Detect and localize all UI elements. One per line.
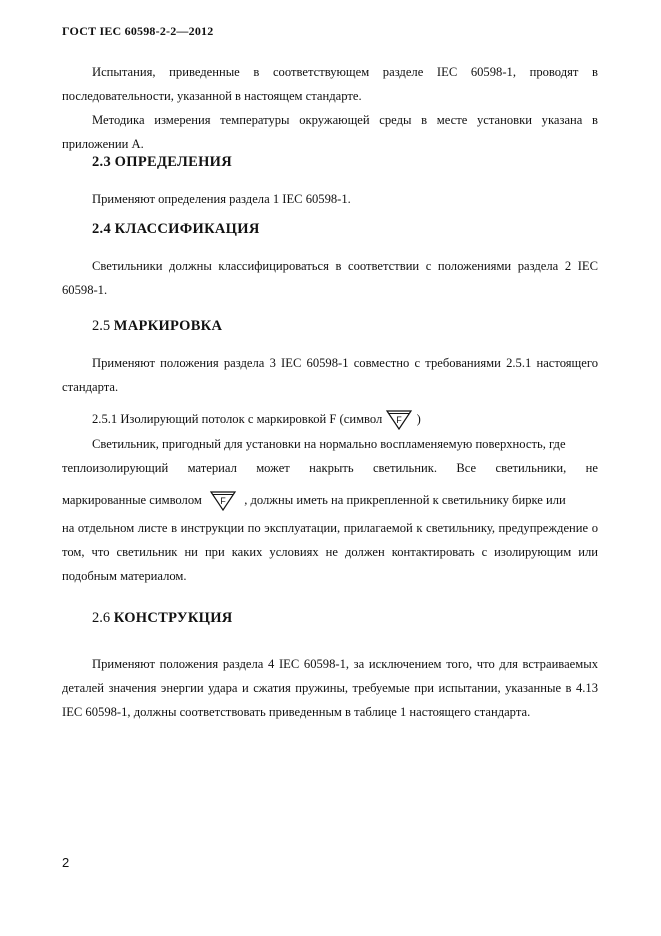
section-title: КОНСТРУКЦИЯ [113, 610, 233, 626]
body-line-1: Светильник, пригодный для установки на нормально воспламеняемую поверхность, где [92, 437, 566, 451]
section-2-6-text: Применяют положения раздела 4 IEC 60598-1, за исключением того, что для встраиваемых деталей значения энергии удара и сжатия пружины, требуемые при испытании, указанные в 4.13 IEC 60598-1, должны соответствовать приведенным в таблице 1 настоящего стандарта. [62, 657, 598, 719]
section-2-3-heading [92, 154, 232, 171]
body-line-3-start: маркированные символом [62, 493, 202, 507]
section-number: 2.3 [92, 154, 112, 170]
section-2-5-heading [92, 318, 222, 335]
section-number: 2.5 [92, 318, 111, 334]
body-rest: на отдельном листе в инструкции по эксплуатации, прилагаемой к светильнику, предупреждение о том, что светильник ни при каких условиях не должен контактировать с изолирующим или подобным материалом. [62, 521, 598, 583]
svg-text:F: F [220, 496, 226, 507]
intro-paragraph-2: Методика измерения температуры окружающей среды в месте установки указана в приложении А. [62, 113, 598, 151]
section-2-6-heading [92, 610, 233, 627]
section-number: 2.4 [92, 221, 112, 237]
f-symbol-icon [385, 409, 413, 431]
document-header: ГОСТ IEC 60598-2-2—2012 [62, 24, 214, 38]
section-2-4-text: Светильники должны классифицироваться в соответствии с положениями раздела 2 IEC 60598-1. [62, 259, 598, 297]
f-symbol-icon [209, 490, 237, 512]
subsection-title-end: ) [416, 412, 421, 426]
section-title: ОПРЕДЕЛЕНИЯ [114, 154, 233, 170]
body-line-3 [62, 488, 566, 512]
section-title: МАРКИРОВКА [113, 318, 223, 334]
intro-paragraph-1: Испытания, приведенные в соответствующем разделе IEC 60598-1, проводят в последовательности, указанной в настоящем стандарте. [62, 65, 598, 103]
section-title: КЛАССИФИКАЦИЯ [114, 221, 260, 237]
svg-text:F: F [396, 415, 403, 426]
page-number: 2 [62, 855, 70, 870]
section-2-3-text: Применяют определения раздела 1 IEC 60598-1. [92, 192, 351, 206]
body-line-3-end: , должны иметь на прикрепленной к светильнику бирке или [244, 493, 566, 507]
section-2-5-text: Применяют положения раздела 3 IEC 60598-1 совместно с требованиями 2.5.1 настоящего стандарта. [62, 356, 598, 394]
subsection-title-text: 2.5.1 Изолирующий потолок с маркировкой F (символ [92, 412, 383, 426]
section-2-4-heading [92, 221, 260, 238]
subsection-2-5-1-title [92, 407, 421, 431]
body-line-2: теплоизолирующий материал может накрыть светильник. Все светильники, не [62, 461, 598, 475]
section-number: 2.6 [92, 610, 111, 626]
